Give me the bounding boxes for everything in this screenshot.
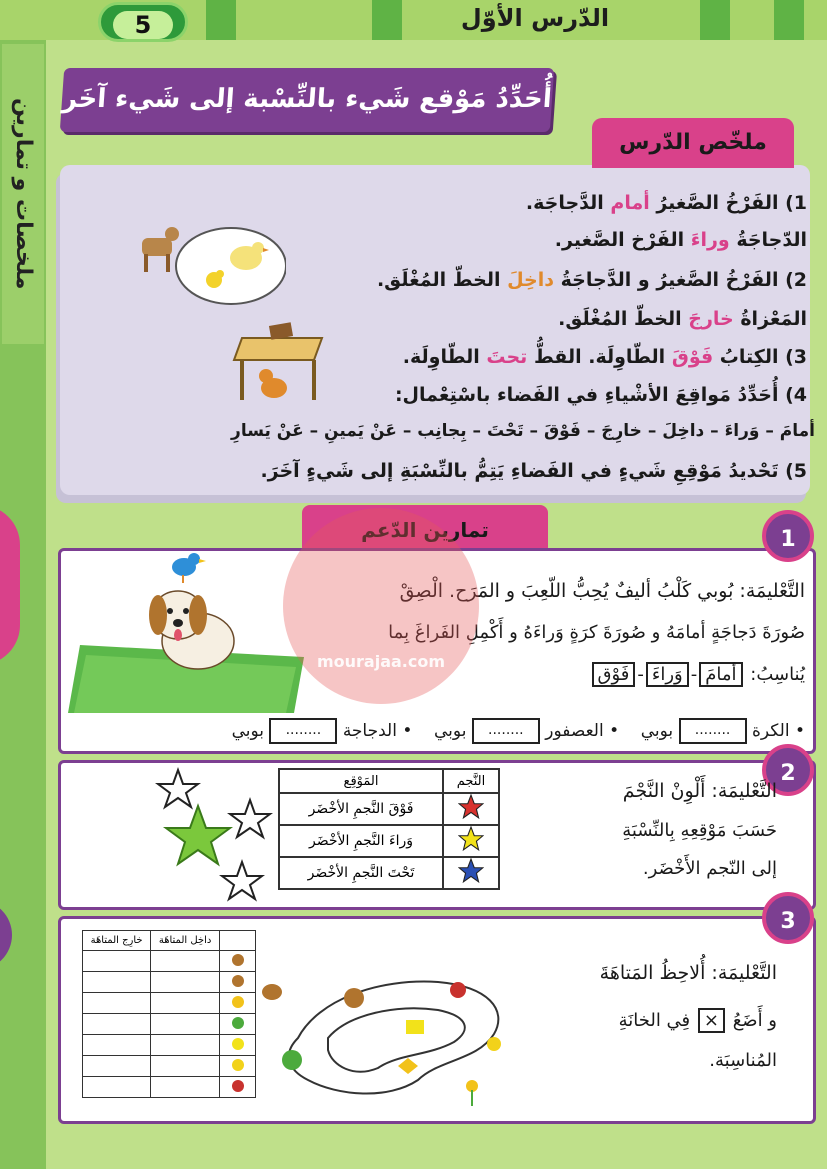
ladybug-icon: [450, 982, 466, 998]
summary-text: الطّاوِلَة. القطُّ: [527, 346, 672, 368]
summary-highlight: داخِلَ: [507, 269, 555, 291]
fill-bobby: بوبي: [231, 721, 264, 741]
fill-bobby: بوبي: [434, 721, 467, 741]
exercise-1-instruction-line-3: [590, 662, 806, 687]
exercise-1-number: 1: [762, 510, 814, 562]
item-icon-cell: [220, 1056, 256, 1077]
x-mark-box: ×: [698, 1008, 725, 1033]
summary-text: الدَّجاجَة.: [525, 192, 611, 214]
bird-icon: [262, 984, 282, 1000]
table-row: [83, 1077, 256, 1098]
summary-highlight: تحتَ: [486, 346, 528, 368]
item-icon-cell: [220, 951, 256, 972]
inside-cell[interactable]: [151, 972, 220, 993]
item-icon-cell: [220, 1014, 256, 1035]
instruction-text: و أَضَعُ: [732, 1010, 777, 1031]
item-icon-cell: [220, 972, 256, 993]
inside-cell[interactable]: [151, 1035, 220, 1056]
table-row: [83, 1035, 256, 1056]
watermark-logo: [283, 508, 479, 704]
hen-chick-goat-illustration: [136, 218, 286, 308]
butterfly-icon: [398, 1058, 418, 1074]
fill-label-hen: • الدجاجة: [342, 721, 413, 741]
header-decoration: [372, 0, 402, 40]
table-row: [279, 825, 499, 857]
exercise-3-number: 3: [762, 892, 814, 944]
inside-cell[interactable]: [151, 1077, 220, 1098]
item-icon-cell: [220, 993, 256, 1014]
maze-item-icon: [232, 975, 244, 987]
position-cell: تَحْتَ النَّجمِ الأخْضَر: [279, 857, 443, 889]
outside-cell[interactable]: [83, 1035, 151, 1056]
red-star-icon: [458, 794, 484, 820]
inside-cell[interactable]: [151, 1014, 220, 1035]
summary-text: الخطّ المُغْلَق.: [558, 308, 689, 330]
item-icon-cell: [220, 1035, 256, 1056]
summary-text: 3) الكِتابُ: [713, 346, 807, 368]
summary-highlight: أمام: [610, 192, 650, 214]
blank-dots: ........: [488, 722, 524, 738]
exercise-2-number: 2: [762, 744, 814, 796]
summary-text: الطّاوِلَة.: [402, 346, 487, 368]
star-cell-blue[interactable]: [443, 857, 499, 889]
summary-highlight: فَوْقَ: [671, 346, 714, 368]
dog-grass-illustration: [66, 545, 306, 715]
maze-item-icon: [232, 954, 244, 966]
position-cell: فَوْقَ النَّجمِ الأخْضَر: [279, 793, 443, 825]
blue-star-icon: [458, 858, 484, 884]
col-inside-header: داخِل المتاهَة: [151, 931, 220, 951]
maze-illustration: [258, 970, 518, 1110]
star-cell-red[interactable]: [443, 793, 499, 825]
star-position-table: [278, 768, 500, 890]
fill-label-ball: • الكرة: [751, 721, 805, 741]
summary-line-2: [555, 229, 807, 251]
exercise-1-fill-line: [232, 718, 805, 744]
outline-star-right-icon: [230, 800, 270, 837]
table-row: [279, 857, 499, 889]
inside-cell[interactable]: [151, 993, 220, 1014]
exercise-2-instruction-line-3: إلى النّجم الأَخْضَر.: [642, 858, 777, 879]
maze-item-icon: [232, 1038, 244, 1050]
exercise-2-instruction-line-2: حَسَبَ مَوْقِعِهِ بِالنِّسْبَةِ: [622, 820, 777, 841]
yellow-star-icon: [458, 826, 484, 852]
table-header-row: [279, 769, 499, 793]
blank-dots: ........: [285, 722, 322, 738]
exercise-1-instruction-line-1: التَّعْليمَة: بُوبي كَلْبُ أليفٌ يُحِبُّ اللّعِبَ و المَرَح. الْصِقْ: [399, 580, 805, 602]
outside-cell[interactable]: [83, 951, 151, 972]
green-star-icon: [166, 806, 230, 864]
summary-text: الدّجاجَةُ: [729, 229, 807, 251]
outside-cell[interactable]: [83, 1077, 151, 1098]
exercise-3-instruction-line-2: [619, 1008, 777, 1033]
separator: -: [690, 664, 698, 685]
table-row: [83, 993, 256, 1014]
fill-blank-ball[interactable]: [679, 718, 747, 744]
word-box-fawq: فَوْق: [592, 662, 636, 687]
bird-icon: [172, 553, 206, 583]
summary-line-1: [526, 192, 807, 214]
blank-dots: ........: [694, 722, 731, 738]
apple-icon: [282, 1050, 302, 1070]
col-star-header: النَّجم: [443, 769, 499, 793]
outside-cell[interactable]: [83, 993, 151, 1014]
exercise-3-instruction-line-1: التَّعْليمَة: أُلاحِظُ المَتاهَةَ: [599, 962, 777, 984]
inside-cell[interactable]: [151, 951, 220, 972]
outside-cell[interactable]: [83, 1014, 151, 1035]
summary-text: 2) الفَرْخُ الصَّغيرُ و الدَّجاجَةُ: [554, 269, 807, 291]
maze-item-icon: [232, 996, 244, 1008]
maze-item-icon: [232, 1059, 244, 1071]
table-book-cat-illustration: [232, 318, 332, 408]
header-decoration: [774, 0, 804, 40]
col-item-header: [220, 931, 256, 951]
exercise-2-instruction-line-1: التَّعْليمَة: أَلْوِنْ النَّجْمَ: [622, 780, 777, 802]
col-outside-header: خارِج المتاهَة: [83, 931, 151, 951]
exercise-3-instruction-line-3: المُناسِبَة.: [709, 1050, 777, 1071]
cat-icon: [259, 369, 287, 398]
table-row: [83, 972, 256, 993]
main-title: أُحَدِّدُ مَوْقع شَيء بالنِّسْبة إلى شَيء آخَر: [60, 68, 554, 132]
summary-line-5: [403, 346, 807, 368]
summary-highlight: وراءَ: [690, 229, 730, 251]
star-cell-yellow[interactable]: [443, 825, 499, 857]
summary-text: المَعْزاةُ: [733, 308, 807, 330]
summary-text: 1) الفَرْخُ الصَّغيرُ: [649, 192, 807, 214]
outline-star-bottom-icon: [222, 862, 262, 899]
duck-icon: [487, 1037, 501, 1051]
summary-line-4: [558, 308, 807, 330]
maze-item-icon: [232, 1017, 244, 1029]
table-row: [279, 793, 499, 825]
page-number: 5: [113, 11, 173, 39]
side-label: ملخصات و تمارين: [2, 44, 44, 344]
summary-text: الفَرْخ الصَّغير.: [554, 229, 691, 251]
page-number-badge: [98, 2, 188, 42]
fill-label-bird: • العصفور: [545, 721, 620, 741]
summary-line-8: 5) تَحْديدُ مَوْقِعِ شَيءٍ في الفَضاءِ يَتِمُّ بالنِّسْبَةِ إلى شَيءٍ آخَرَ.: [260, 460, 807, 482]
table-row: [83, 1056, 256, 1077]
word-box-waraa: وَراءَ: [646, 662, 689, 687]
col-position-header: المَوْقِع: [279, 769, 443, 793]
flower-icon: [466, 1080, 478, 1106]
summary-line-6: 4) أُحَدِّدُ مَواقِعَ الأشْياءِ في الفَضاء باسْتِعْمال:: [394, 384, 807, 406]
header-decoration: [206, 0, 236, 40]
fill-blank-hen[interactable]: [269, 718, 337, 744]
goat-icon: [142, 227, 179, 272]
summary-box: [60, 165, 810, 495]
fill-blank-bird[interactable]: [472, 718, 540, 744]
summary-line-3: [377, 269, 807, 291]
word-box-amam: أمامَ: [699, 662, 742, 687]
exercise-1-instruction-line-2: صُورَةَ دَجاجَةٍ أمامَهُ و صُورَةَ كرَةٍ وَراءَهُ و أَكْمِلِ الفَراغَ بِما: [388, 622, 805, 643]
outline-star-top-icon: [158, 770, 198, 807]
inside-cell[interactable]: [151, 1056, 220, 1077]
outside-cell[interactable]: [83, 972, 151, 993]
item-icon-cell: [220, 1077, 256, 1098]
summary-line-7: أمامَ – وَراءَ – داخِلَ – خارِجَ – فَوْقَ – تَحْتَ – بِجانِب – عَنْ يَمينِ – عَنْ يَسارِ: [231, 421, 815, 441]
header-decoration: [700, 0, 730, 40]
fill-bobby: بوبي: [640, 721, 674, 741]
summary-tab: ملخّص الدّرس: [592, 118, 794, 168]
cheese-icon: [406, 1020, 424, 1034]
snail-icon: [344, 988, 364, 1008]
outside-cell[interactable]: [83, 1056, 151, 1077]
summary-highlight: خارجَ: [688, 308, 734, 330]
lesson-title: الدّرس الأوّل: [460, 4, 610, 32]
stars-illustration: [150, 766, 275, 906]
maze-item-icon: [232, 1080, 244, 1092]
instruction-text: فِي الخانَةِ: [618, 1010, 691, 1031]
position-cell: وَراءَ النَّجمِ الأخْضَر: [279, 825, 443, 857]
maze-table: [82, 930, 256, 1098]
table-row: [83, 1014, 256, 1035]
table-row: [83, 951, 256, 972]
table-header-row: [83, 931, 256, 951]
watermark-text: mourajaa.com: [316, 652, 446, 671]
support-exercises-tab: تمارين الدّعم: [302, 505, 548, 555]
instruction-text: يُناسِبُ:: [750, 664, 805, 685]
separator: -: [637, 664, 644, 685]
summary-text: الخطّ المُغْلَق.: [376, 269, 508, 291]
